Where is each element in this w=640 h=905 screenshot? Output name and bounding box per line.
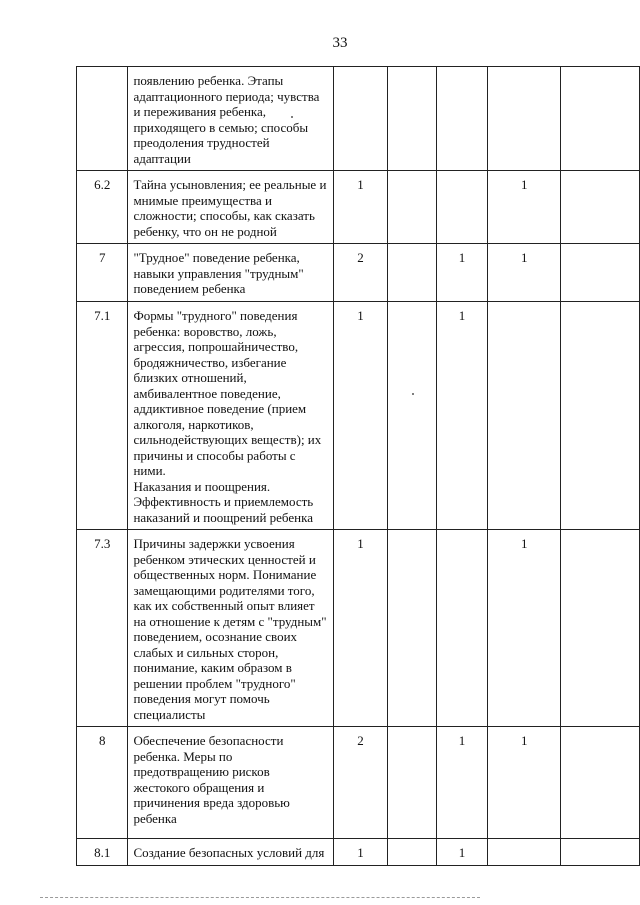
topic-line: Эффективность и приемлемость [133,494,314,509]
topic-line: причинения вреда здоровью [133,795,290,810]
topic-line: приходящего в семью; способы [133,119,309,135]
section-number-cell: 6.2 [77,171,128,244]
curriculum-table [76,66,640,866]
topic-line: поведения могут помочь [133,691,270,706]
hours-cell-col-2 [387,244,436,302]
hours-cell-col-1 [334,67,387,171]
table-row [77,530,640,727]
topic-line: ребенком этических ценностей и [133,551,316,567]
topic-line: сложности; способы, как сказать [133,208,315,223]
topic-line: ребенка. Меры по [133,748,233,764]
section-number-cell: 8 [77,727,128,839]
hours-cell-col-4: 1 [488,727,561,839]
hours-cell-col-5 [561,67,640,171]
hours-cell-col-2 [387,171,436,244]
section-number-cell: 8.1 [77,839,128,866]
hours-cell-col-2 [387,302,436,530]
topic-cell [128,302,334,530]
page-number: 33 [332,35,348,51]
topic-line: общественных норм. Понимание [133,567,317,582]
topic-line: ребенку, что он не родной [133,223,277,239]
topic-line: ребенка: воровство, ложь, [133,323,277,339]
hours-cell-col-1: 1 [334,302,387,530]
table-row [77,302,640,530]
topic-line: предотвращению рисков [133,764,270,779]
topic-line: Наказания и поощрения. [133,478,271,494]
topic-cell [128,244,334,302]
topic-cell [128,171,334,244]
table-row [77,727,640,839]
topic-line: решении проблем "трудного" [133,675,296,691]
topic-cell [128,530,334,727]
hours-cell-col-4 [488,67,561,171]
topic-line: ребенка [133,810,177,826]
hours-cell-col-3 [436,67,487,171]
topic-line: Формы "трудного" поведения [133,308,298,323]
topic-line: поведением ребенка [133,281,246,296]
table-row [77,171,640,244]
hours-cell-col-3: 1 [436,244,487,302]
topic-line: на отношение к детям с "трудным" [133,613,327,629]
topic-line: близких отношений, [133,370,247,385]
hours-cell-col-3: 1 [436,302,487,530]
topic-line: бродяжничество, избегание [133,354,287,370]
topic-line: аддиктивное поведение (прием [133,401,307,416]
topic-line: преодоления трудностей [133,135,270,150]
scan-speck [412,393,414,395]
hours-cell-col-5 [561,839,640,866]
topic-cell [128,839,334,866]
topic-line: Создание безопасных условий для [133,845,325,860]
hours-cell-col-4: 1 [488,244,561,302]
table-row [77,244,640,302]
topic-line: слабых и сильных сторон, [133,644,279,660]
hours-cell-col-1: 2 [334,727,387,839]
hours-cell-col-4 [488,302,561,530]
section-number-cell [77,67,128,171]
topic-line: поведением, осознание своих [133,629,298,644]
topic-cell [128,67,334,171]
topic-line: навыки управления "трудным" [133,265,304,281]
scan-speck [291,116,293,118]
scan-edge-line [40,897,480,898]
hours-cell-col-3: 1 [436,727,487,839]
section-number-cell: 7.1 [77,302,128,530]
hours-cell-col-5 [561,302,640,530]
topic-line: мнимые преимущества и [133,192,272,208]
hours-cell-col-1: 2 [334,244,387,302]
topic-line: адаптации [133,150,191,166]
hours-cell-col-1: 1 [334,171,387,244]
hours-cell-col-2 [387,839,436,866]
hours-cell-col-2 [387,727,436,839]
table-row [77,67,640,171]
table-row [77,839,640,866]
topic-line: наказаний и поощрений ребенка [133,509,313,525]
hours-cell-col-5 [561,727,640,839]
topic-line: причины и способы работы с [133,447,296,463]
topic-line: замещающими родителями того, [133,582,315,598]
hours-cell-col-3 [436,171,487,244]
topic-line: Тайна усыновления; ее реальные и [133,177,327,192]
hours-cell-col-1: 1 [334,839,387,866]
hours-cell-col-5 [561,530,640,727]
topic-line: Причины задержки усвоения [133,536,295,551]
topic-line: понимание, каким образом в [133,660,292,675]
topic-line: Обеспечение безопасности [133,733,284,748]
hours-cell-col-5 [561,244,640,302]
topic-line: появлению ребенка. Этапы [133,73,284,88]
topic-line: специалисты [133,706,206,722]
hours-cell-col-4: 1 [488,530,561,727]
hours-cell-col-3: 1 [436,839,487,866]
hours-cell-col-1: 1 [334,530,387,727]
hours-cell-col-4: 1 [488,171,561,244]
hours-cell-col-5 [561,171,640,244]
section-number-cell: 7.3 [77,530,128,727]
topic-line: "Трудное" поведение ребенка, [133,250,300,265]
topic-line: сильнодействующих веществ); их [133,432,322,447]
section-number-cell: 7 [77,244,128,302]
topic-cell [128,727,334,839]
hours-cell-col-2 [387,67,436,171]
topic-line: агрессия, попрошайничество, [133,339,299,354]
hours-cell-col-2 [387,530,436,727]
topic-line: как их собственный опыт влияет [133,598,315,613]
hours-cell-col-3 [436,530,487,727]
topic-line: амбивалентное поведение, [133,385,281,401]
hours-cell-col-4 [488,839,561,866]
topic-line: адаптационного периода; чувства [133,88,320,104]
topic-line: жестокого обращения и [133,779,265,795]
table-body [77,67,640,866]
topic-line: ними. [133,463,166,478]
topic-line: алкоголя, наркотиков, [133,416,254,432]
topic-line: и переживания ребенка, [133,104,267,119]
